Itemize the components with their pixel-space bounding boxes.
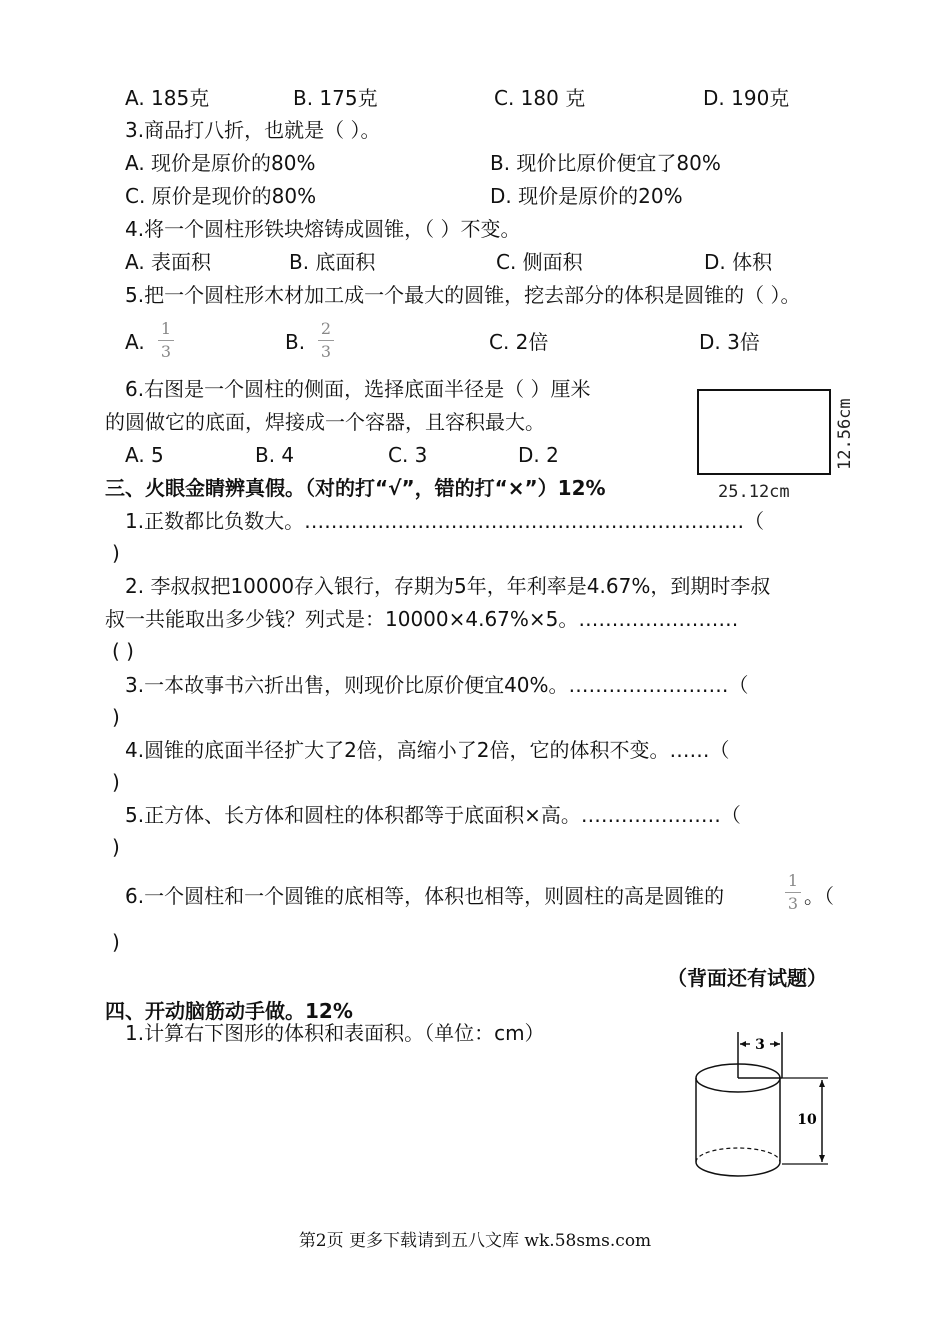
q4-option-b: B. 底面积	[289, 250, 376, 274]
statement-2-paren: ( )	[112, 639, 134, 663]
statement-6-fraction	[785, 872, 801, 913]
fraction-denominator: 3	[787, 894, 799, 913]
section4-q1: 1.计算右下图形的体积和表面积。（单位：cm）	[125, 1021, 545, 1045]
rect-width-label: 25.12cm	[718, 482, 790, 502]
q6-option-b: B. 4	[255, 443, 295, 467]
statement-6: 6.一个圆柱和一个圆锥的底相等，体积也相等，则圆柱的高是圆锥的	[125, 884, 725, 908]
q3-option-c: C. 原价是现价的80%	[125, 184, 317, 208]
q6-option-a: A. 5	[125, 443, 164, 467]
q6-line1: 6.右图是一个圆柱的侧面，选择底面半径是（ ）厘米	[125, 377, 591, 401]
q4-option-d: D. 体积	[704, 250, 773, 274]
height-label: 10	[797, 1112, 817, 1128]
statement-2-line1: 2. 李叔叔把10000存入银行，存期为5年，年利率是4.67%，到期时李叔	[125, 574, 771, 598]
radius-label: 3	[755, 1037, 765, 1053]
q2-option-c: C. 180 克	[494, 86, 586, 110]
fraction-denominator: 3	[320, 342, 332, 361]
back-page-note: （背面还有试题）	[667, 966, 827, 990]
fraction-numerator: 2	[320, 319, 332, 338]
statement-3-paren: )	[112, 705, 120, 729]
section4-title: 四、开动脑筋动手做。12%	[105, 999, 353, 1023]
q3-option-d: D. 现价是原价的20%	[490, 184, 683, 208]
section3-title: 三、火眼金睛辨真假。（对的打“√”，错的打“×”）12%	[105, 476, 606, 500]
q2-option-a: A. 185克	[125, 86, 210, 110]
statement-6-paren: )	[112, 930, 120, 954]
q5-option-b-fraction	[318, 320, 334, 361]
q5-option-a-prefix: A.	[125, 330, 145, 354]
statement-5: 5.正方体、长方体和圆柱的体积都等于底面积×高。…………………（	[125, 803, 741, 827]
q5-stem: 5.把一个圆柱形木材加工成一个最大的圆锥，挖去部分的体积是圆锥的（ ）。	[125, 283, 801, 307]
q2-option-b: B. 175克	[293, 86, 378, 110]
q6-option-c: C. 3	[388, 443, 428, 467]
fraction-numerator: 1	[787, 871, 799, 890]
q5-option-b-prefix: B.	[285, 330, 306, 354]
statement-2-line2: 叔一共能取出多少钱？列式是：10000×4.67%×5。……………………	[105, 607, 739, 631]
q6-line2: 的圆做它的底面，焊接成一个容器，且容积最大。	[105, 410, 545, 434]
q5-option-c: C. 2倍	[489, 330, 549, 354]
q5-option-d: D. 3倍	[699, 330, 760, 354]
q3-option-b: B. 现价比原价便宜了80%	[490, 151, 721, 175]
statement-4: 4.圆锥的底面半径扩大了2倍，高缩小了2倍，它的体积不变。……（	[125, 738, 730, 762]
rectangle-shape	[698, 390, 830, 474]
statement-1: 1.正数都比负数大。…………………………………………………………（	[125, 509, 765, 533]
statement-6-end: 。（	[804, 884, 834, 908]
q4-option-c: C. 侧面积	[496, 250, 583, 274]
q2-option-d: D. 190克	[703, 86, 790, 110]
cylinder-lateral-rectangle	[690, 385, 860, 505]
q4-option-a: A. 表面积	[125, 250, 212, 274]
statement-5-paren: )	[112, 835, 120, 859]
q5-option-a-fraction	[158, 320, 174, 361]
statement-4-paren: )	[112, 770, 120, 794]
q4-stem: 4.将一个圆柱形铁块熔铸成圆锥，（ ）不变。	[125, 217, 521, 241]
q3-option-a: A. 现价是原价的80%	[125, 151, 316, 175]
q6-option-d: D. 2	[518, 443, 559, 467]
fraction-numerator: 1	[160, 319, 172, 338]
statement-1-paren: )	[112, 541, 120, 565]
q3-stem: 3.商品打八折，也就是（ ）。	[125, 118, 381, 142]
page-footer: 第2页 更多下载请到五八文库 wk.58sms.com	[298, 1231, 652, 1251]
cylinder-figure	[690, 1030, 840, 1180]
fraction-denominator: 3	[160, 342, 172, 361]
rect-height-label: 12.56cm	[835, 398, 855, 470]
statement-3: 3.一本故事书六折出售，则现价比原价便宜40%。……………………（	[125, 673, 749, 697]
